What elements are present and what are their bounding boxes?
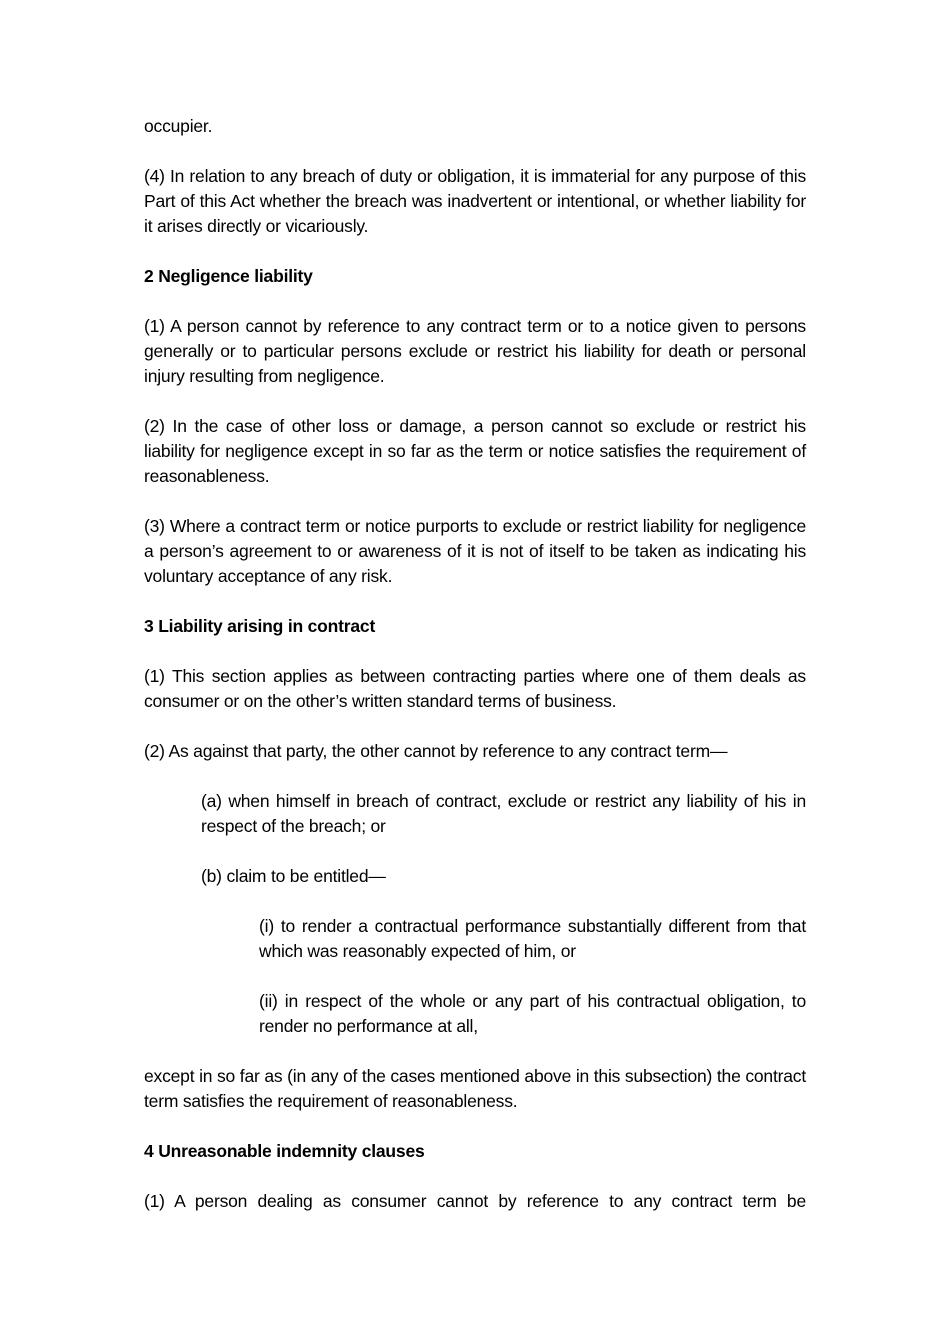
sub-indented-paragraph: (i) to render a contractual performance substantially different from that which was reasonably expected of him, or — [259, 916, 806, 961]
paragraph: (2) In the case of other loss or damage, a person cannot so exclude or restrict his liability for negligence except in so far as the term or notice satisfies the requirement of reasonableness. — [144, 416, 806, 486]
paragraph: (4) In relation to any breach of duty or obligation, it is immaterial for any purpose of this Part of this Act whether the breach was inadvertent or intentional, or whether liability for it arises directly or vicariously. — [144, 166, 806, 236]
paragraph: (1) This section applies as between contracting parties where one of them deals as consumer or on the other’s written standard terms of business. — [144, 666, 806, 711]
paragraph: except in so far as (in any of the cases mentioned above in this subsection) the contract term satisfies the requirement of reasonableness. — [144, 1066, 806, 1111]
section-heading: 2 Negligence liability — [144, 266, 313, 286]
sub-indented-paragraph: (ii) in respect of the whole or any part of his contractual obligation, to render no performance at all, — [259, 991, 806, 1036]
paragraph: (2) As against that party, the other cannot by reference to any contract term— — [144, 741, 728, 761]
section-heading: 4 Unreasonable indemnity clauses — [144, 1141, 425, 1161]
paragraph: (1) A person cannot by reference to any contract term or to a notice given to persons generally or to particular persons exclude or restrict his liability for death or personal injury resulting from negligence. — [144, 316, 806, 386]
indented-paragraph: (b) claim to be entitled— — [201, 866, 386, 886]
indented-paragraph: (a) when himself in breach of contract, exclude or restrict any liability of his in respect of the breach; or — [201, 791, 806, 836]
paragraph: (3) Where a contract term or notice purports to exclude or restrict liability for negligence a person’s agreement to or awareness of it is not of itself to be taken as indicating his voluntary acceptance of any risk. — [144, 516, 806, 586]
section-heading: 3 Liability arising in contract — [144, 616, 376, 636]
document-page — [144, 114, 806, 1239]
paragraph: occupier. — [144, 116, 213, 136]
paragraph: (1) A person dealing as consumer cannot by reference to any contract term be — [144, 1191, 806, 1211]
